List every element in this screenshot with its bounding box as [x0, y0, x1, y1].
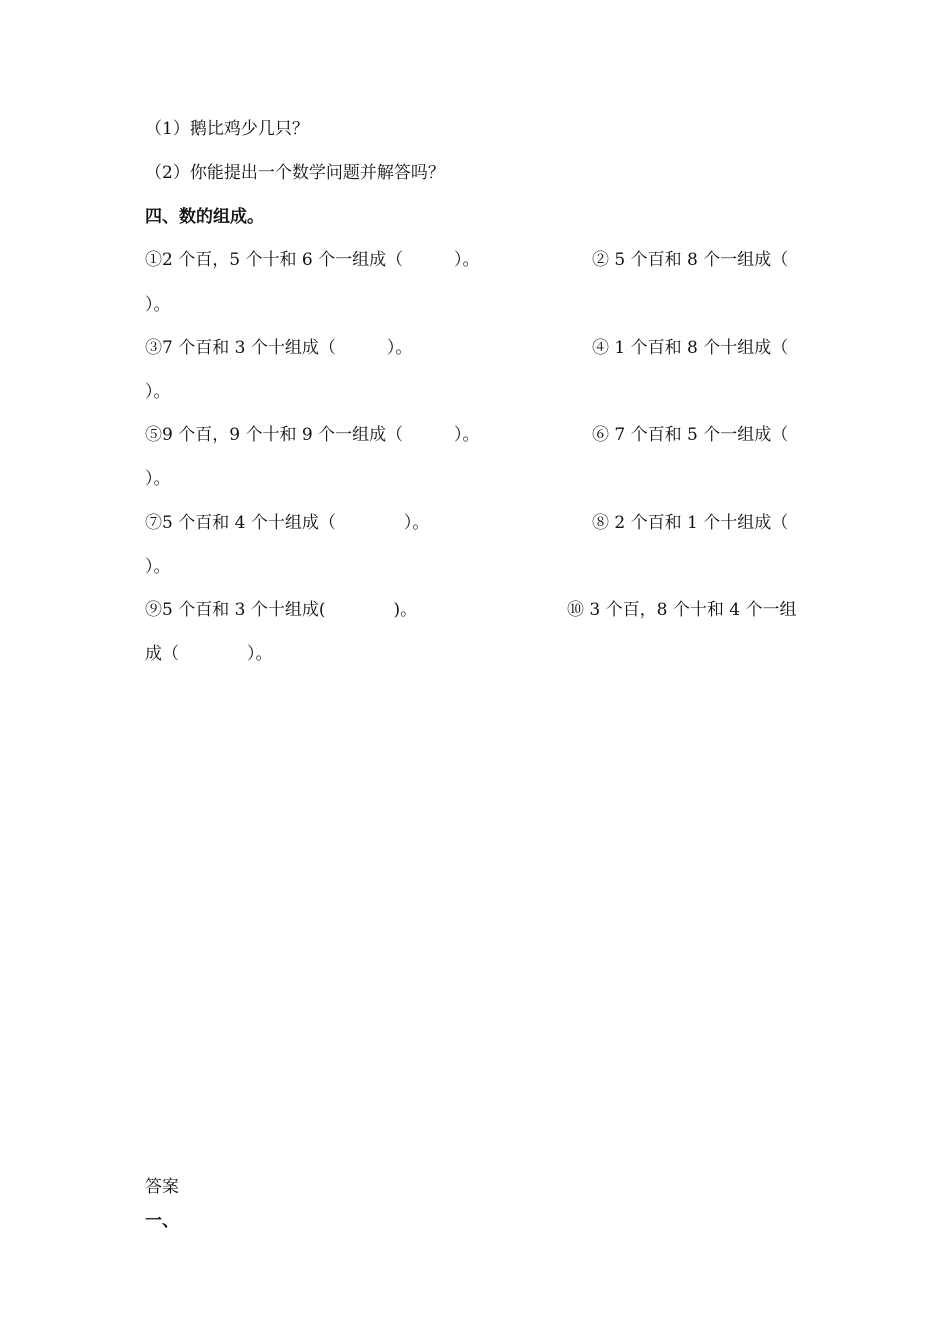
question-2: （2）你能提出一个数学问题并解答吗？	[145, 163, 445, 183]
item-8-continued: ）。	[145, 557, 171, 577]
item-6: ⑥ 7 个百和 5 个一组成（	[592, 425, 789, 445]
item-2: ② 5 个百和 8 个一组成（	[592, 250, 789, 270]
question-1: （1）鹅比鸡少几只？	[145, 119, 309, 139]
item-1: ①2 个百，5 个十和 6 个一组成（ ）。	[145, 250, 480, 270]
item-7: ⑦5 个百和 4 个十组成（ ）。	[145, 513, 430, 533]
item-10: ⑩ 3 个百，8 个十和 4 个一组	[567, 600, 797, 620]
item-10-continued: 成（ ）。	[145, 644, 273, 664]
section-heading: 四、数的组成。	[145, 207, 264, 227]
item-8: ⑧ 2 个百和 1 个十组成（	[592, 513, 789, 533]
answers-part-1: 一、	[145, 1211, 179, 1231]
item-5: ⑤9 个百，9 个十和 9 个一组成（ ）。	[145, 425, 480, 445]
item-4: ④ 1 个百和 8 个十组成（	[592, 338, 789, 358]
item-9: ⑨5 个百和 3 个十组成( )。	[145, 600, 418, 620]
item-4-continued: ）。	[145, 382, 171, 402]
item-2-continued: ）。	[145, 295, 171, 315]
answers-title: 答案	[145, 1177, 179, 1197]
item-3: ③7 个百和 3 个十组成（ ）。	[145, 338, 413, 358]
item-6-continued: ）。	[145, 469, 171, 489]
